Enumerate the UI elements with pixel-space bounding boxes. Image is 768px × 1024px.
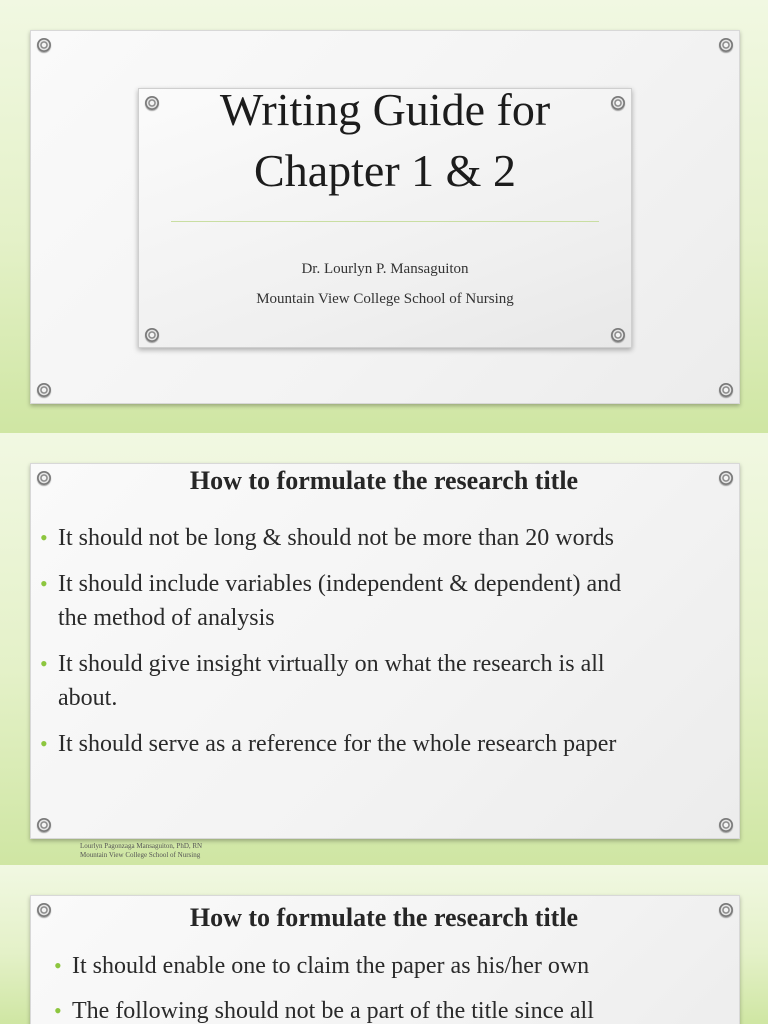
footer-author: Lourlyn Pagonzaga Mansaguiton, PhD, RN	[80, 842, 203, 850]
rivet-icon	[719, 818, 733, 832]
institution-name: Mountain View College School of Nursing	[256, 291, 514, 307]
bullet-dot-icon: •	[54, 953, 62, 978]
title-divider	[171, 221, 599, 222]
bullet-dot-icon: •	[40, 651, 48, 676]
bullet-item: • It should include variables (independent & dependent) and the method of analysis	[40, 567, 730, 635]
slide-1	[0, 0, 768, 433]
slide-3	[0, 865, 768, 1024]
bullet-item: • It should not be long & should not be more than 20 words	[40, 521, 730, 555]
slide-3-heading: How to formulate the research title	[189, 903, 579, 932]
slide-3-bullets	[54, 949, 744, 1024]
slide-footer	[80, 842, 202, 860]
presentation-title	[139, 79, 631, 201]
rivet-icon	[611, 328, 625, 342]
author-name: Dr. Lourlyn P. Mansaguiton	[301, 261, 469, 277]
rivet-icon	[145, 328, 159, 342]
bullet-dot-icon: •	[40, 525, 48, 550]
footer-institution: Mountain View College School of Nursing	[80, 851, 201, 859]
title-line-1: Writing Guide for	[219, 84, 551, 135]
title-panel	[138, 84, 632, 348]
bullet-dot-icon: •	[54, 998, 62, 1023]
rivet-icon	[37, 818, 51, 832]
bullet-item: • It should enable one to claim the paper as his/her own	[54, 949, 744, 983]
rivet-icon	[37, 383, 51, 397]
rivet-icon	[37, 38, 51, 52]
slide-2	[0, 433, 768, 865]
rivet-icon	[719, 383, 733, 397]
title-line-2: Chapter 1 & 2	[254, 145, 516, 196]
slide-2-bullets	[40, 521, 730, 761]
bullet-item: • The following should not be a part of the title since all	[54, 994, 744, 1024]
bullet-item: • It should give insight virtually on what the research is all about.	[40, 647, 730, 715]
slide-2-heading: How to formulate the research title	[189, 466, 579, 495]
bullet-item: • It should serve as a reference for the whole research paper	[40, 727, 730, 761]
bullet-dot-icon: •	[40, 571, 48, 596]
rivet-icon	[719, 38, 733, 52]
bullet-dot-icon: •	[40, 731, 48, 756]
